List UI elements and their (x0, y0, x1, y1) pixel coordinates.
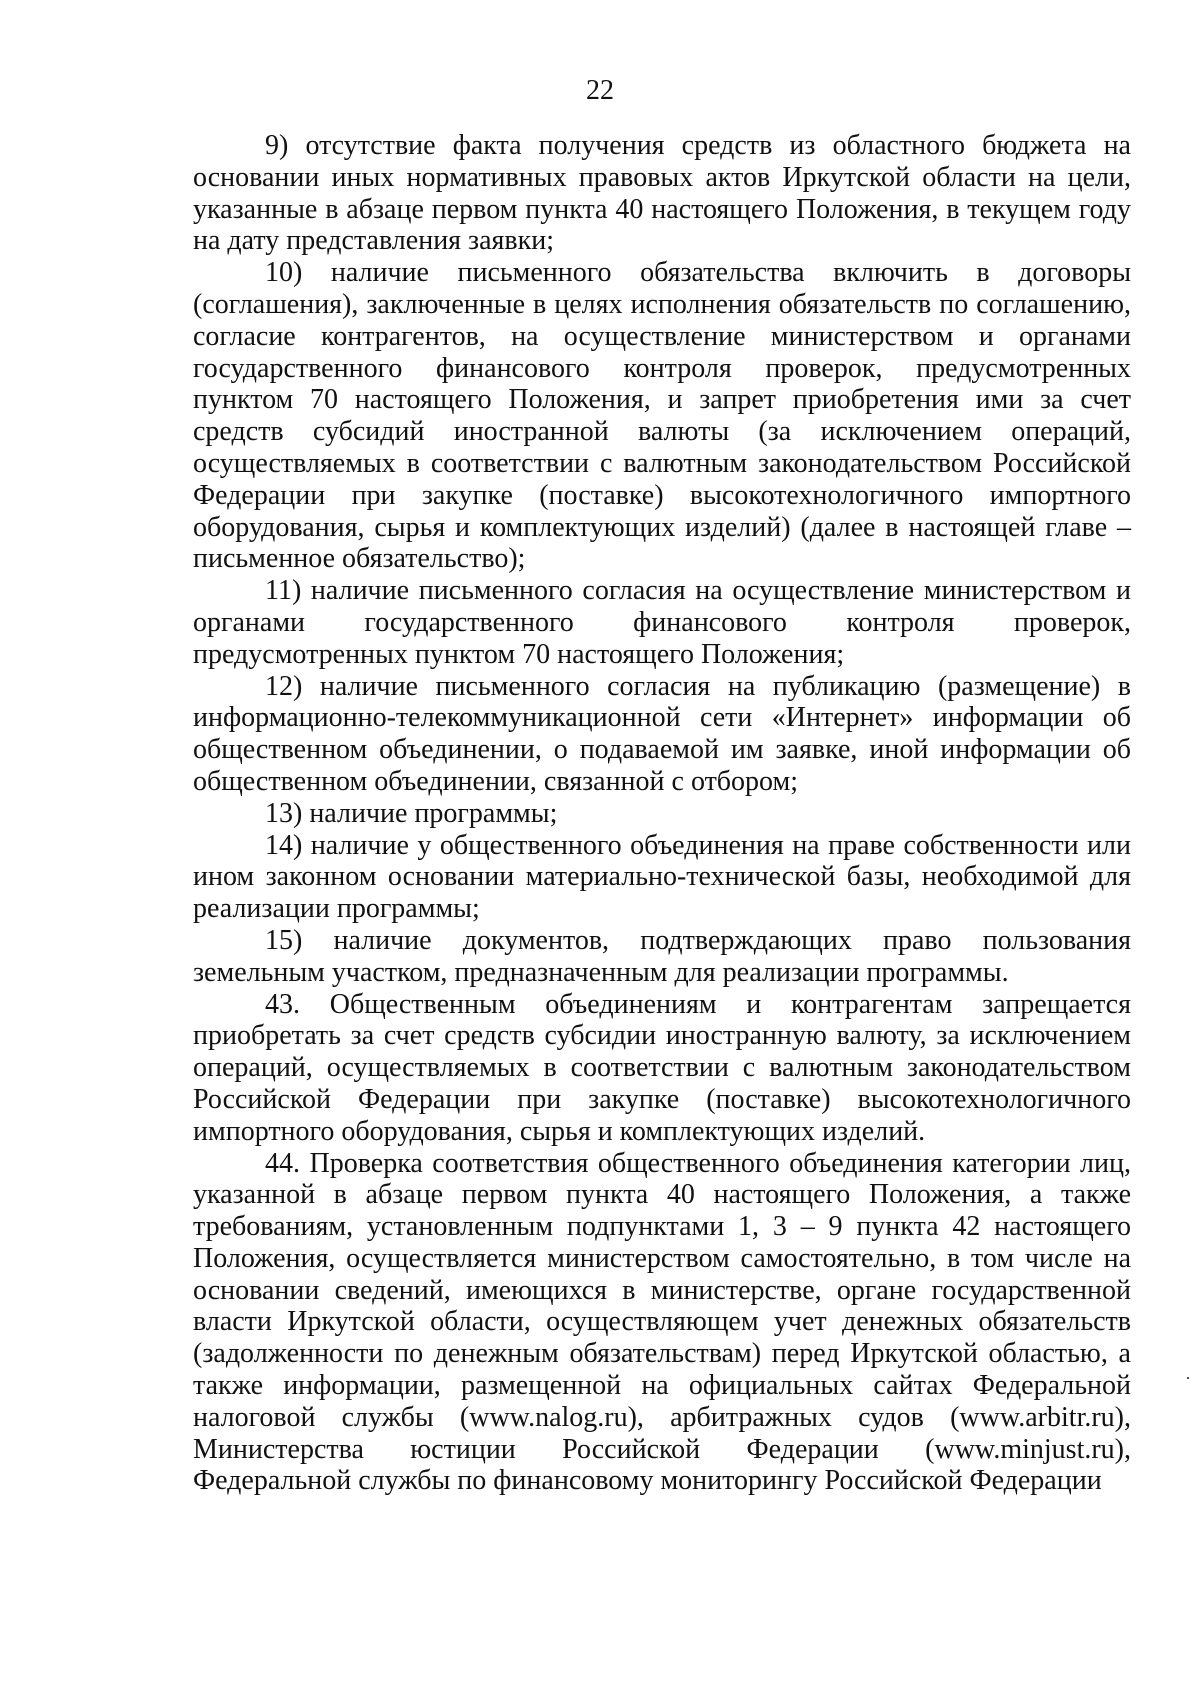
paragraph-item-13: 13) наличие программы; (265, 797, 558, 829)
scan-speck (1187, 1377, 1189, 1379)
paragraph-clause-43: 43. Общественным объединениям и контрагентам запрещается приобретать за счет средств субсидии иностранную валюту, за исключением операций, осуществляемых в соответствии с валютным законодательством Российской Федерации при закупке (поставке) высокотехнологичного импортного оборудования, сырья и комплектующих изделий. (193, 988, 1131, 1147)
paragraph-item-15: 15) наличие документов, подтверждающих право пользования земельным участком, предназначенным для реализации программы. (193, 924, 1131, 988)
document-body (193, 130, 1131, 1497)
paragraph-item-12: 12) наличие письменного согласия на публикацию (размещение) в информационно-телекоммуникационной сети «Интернет» информации об общественном объединении, о подаваемой им заявке, иной информации об общественном объединении, связанной с отбором; (193, 670, 1131, 797)
page-number: 22 (586, 75, 614, 106)
paragraph-clause-44: 44. Проверка соответствия общественного объединения категории лиц, указанной в абзаце первом пункта 40 настоящего Положения, а также требованиям, установленным подпунктами 1, 3 – 9 пункта 42 настоящего Положения, осуществляется министерством самостоятельно, в том числе на основании сведений, имеющихся в министерстве, органе государственной власти Иркутской области, осуществляющем учет денежных обязательств (задолженности по денежным обязательствам) перед Иркутской областью, а также информации, размещенной на официальных сайтах Федеральной налоговой службы (www.nalog.ru), арбитражных судов (www.arbitr.ru), Министерства юстиции Российской Федерации (www.minjust.ru), Федеральной службы по финансовому мониторингу Российской Федерации (193, 1147, 1131, 1497)
paragraph-item-14: 14) наличие у общественного объединения на праве собственности или ином законном основании материально-технической базы, необходимой для реализации программы; (193, 829, 1131, 925)
paragraph-item-11: 11) наличие письменного согласия на осуществление министерством и органами государственного финансового контроля проверок, предусмотренных пунктом 70 настоящего Положения; (193, 575, 1131, 670)
paragraph-item-9: 9) отсутствие факта получения средств из областного бюджета на основании иных нормативных правовых актов Иркутской области на цели, указанные в абзаце первом пункта 40 настоящего Положения, в текущем году на дату представления заявки; (193, 130, 1131, 257)
paragraph-item-10: 10) наличие письменного обязательства включить в договоры (соглашения), заключенные в целях исполнения обязательств по соглашению, согласие контрагентов, на осуществление министерством и органами государственного финансового контроля проверок, предусмотренных пунктом 70 настоящего Положения, и запрет приобретения ими за счет средств субсидий иностранной валюты (за исключением операций, осуществляемых в соответствии с валютным законодательством Российской Федерации при закупке (поставке) высокотехнологичного импортного оборудования, сырья и комплектующих изделий) (далее в настоящей главе – письменное обязательство); (193, 257, 1131, 575)
